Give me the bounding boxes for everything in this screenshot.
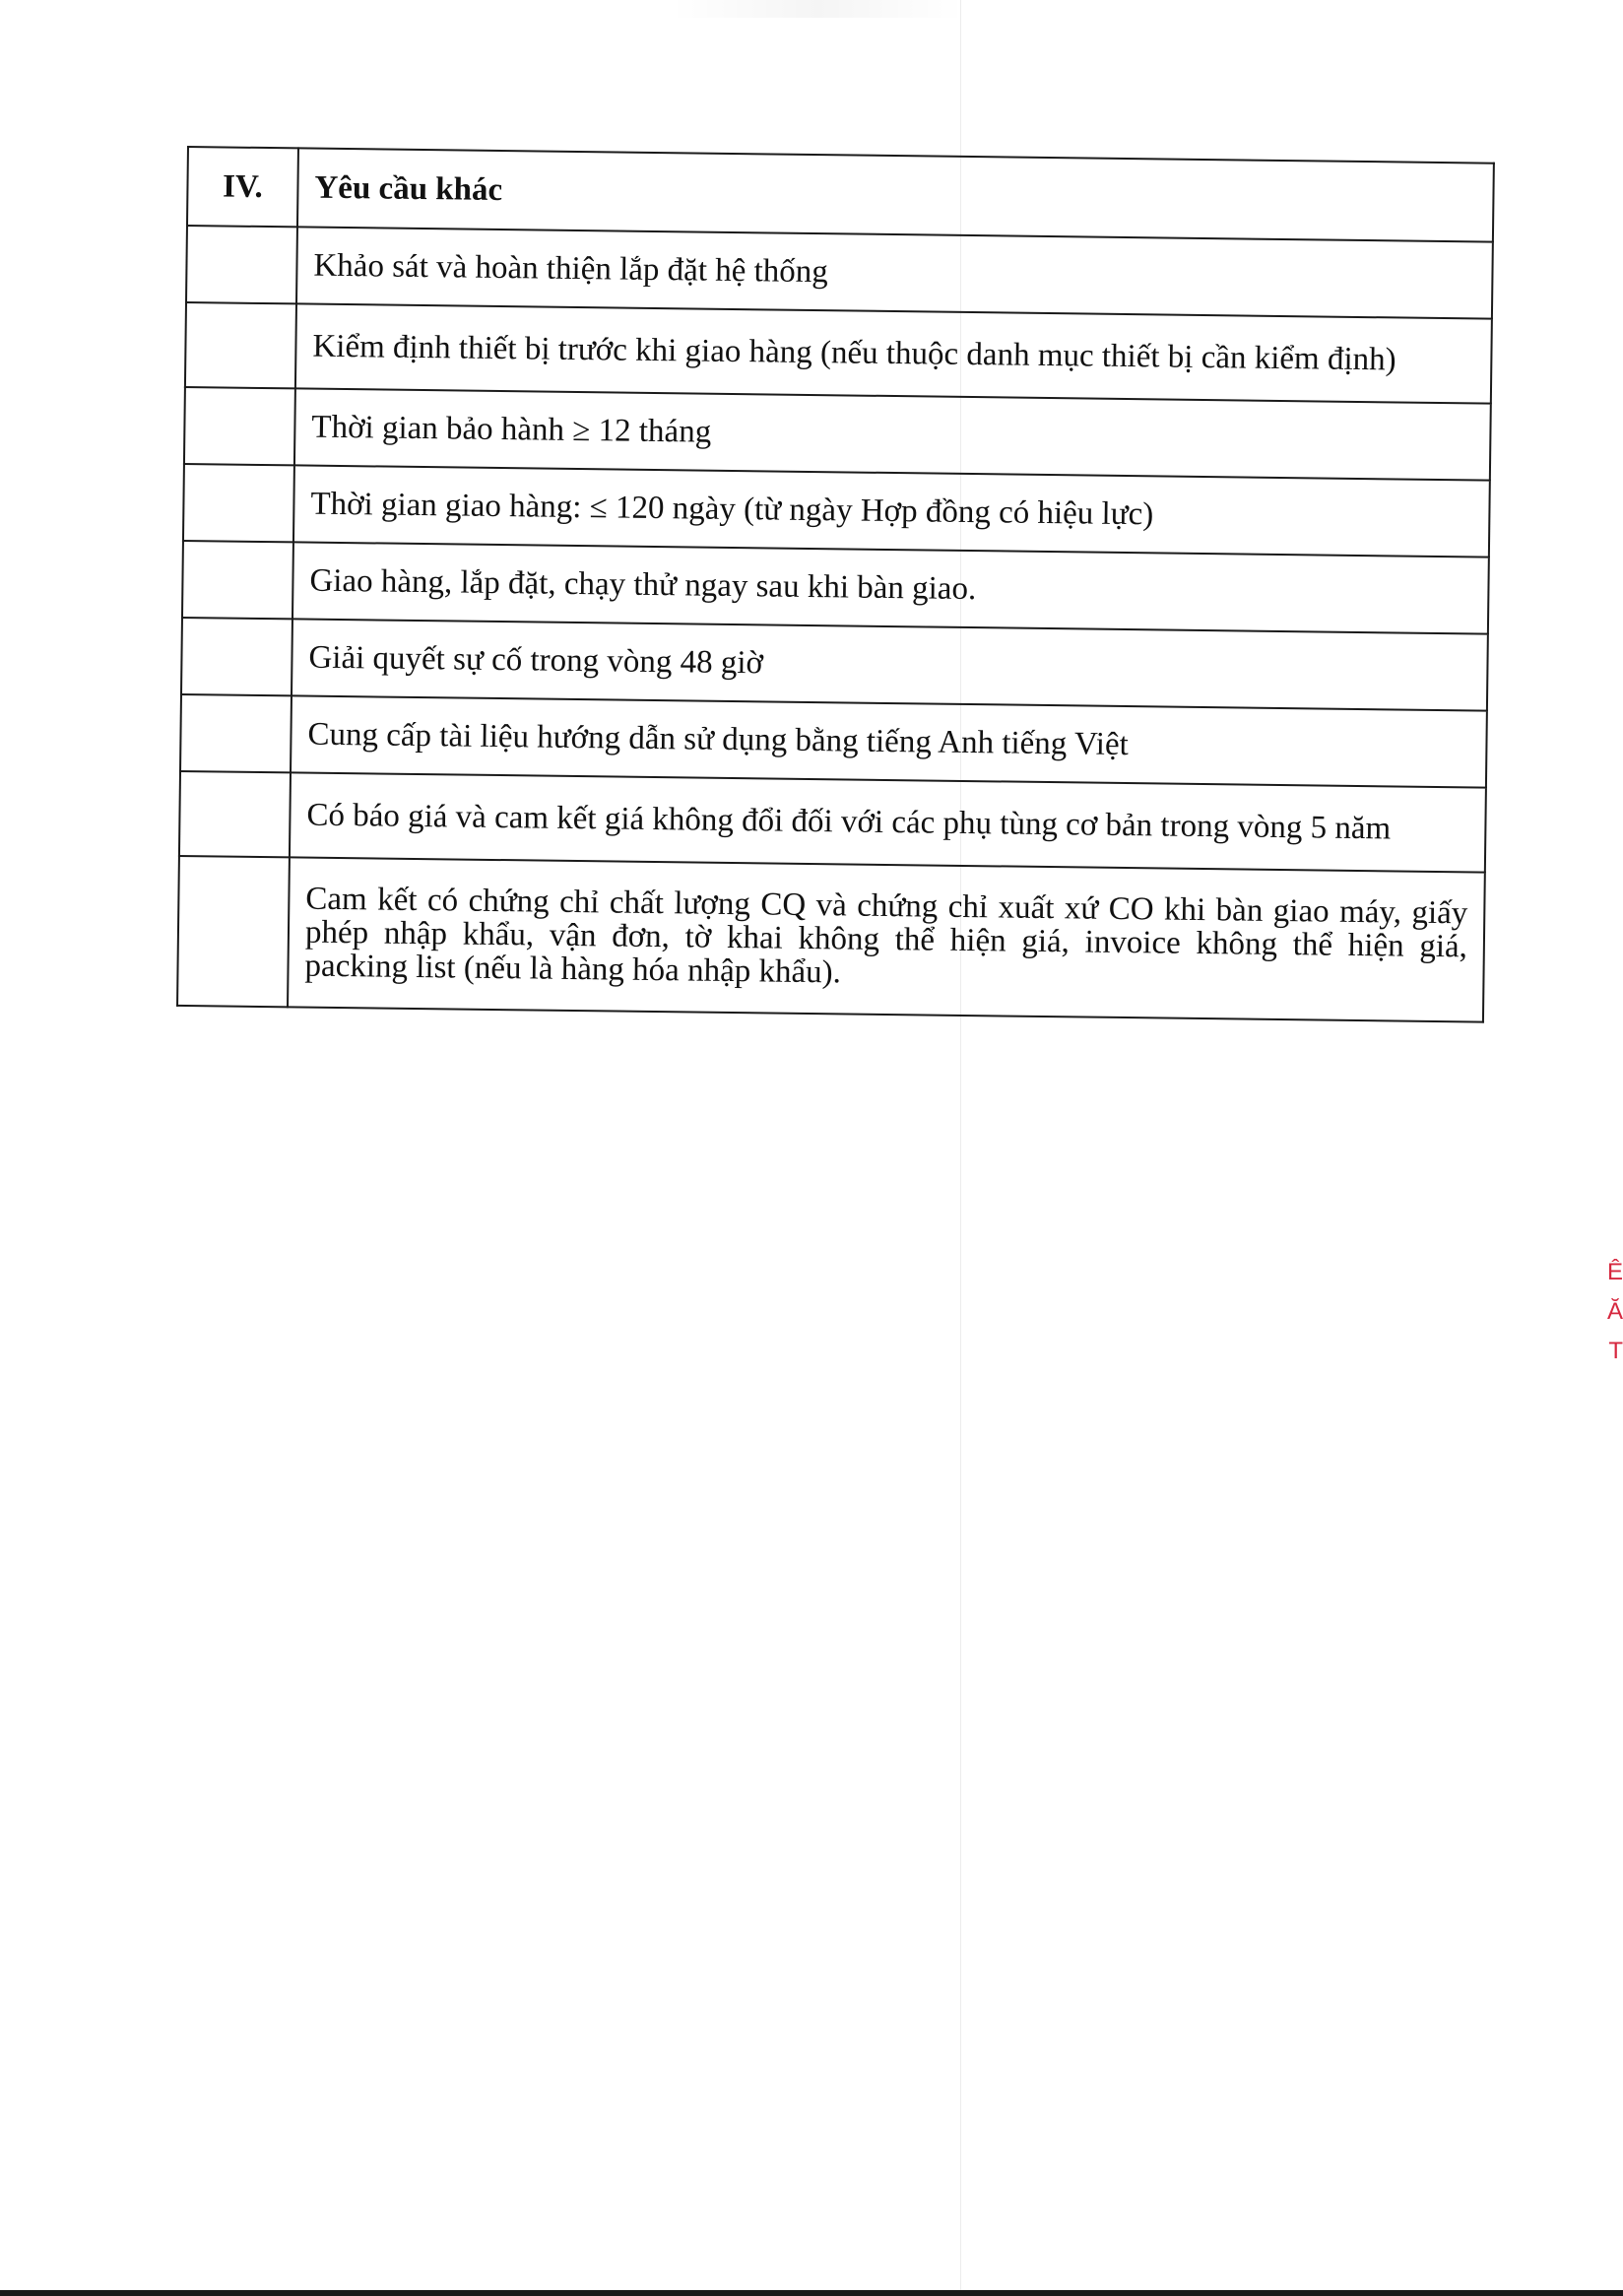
requirement-text: Giao hàng, lắp đặt, chạy thử ngay sau khi bàn giao. bbox=[292, 542, 1489, 633]
requirement-text: Thời gian bảo hành ≥ 12 tháng bbox=[294, 388, 1491, 480]
scan-bottom-edge bbox=[0, 2290, 1623, 2296]
section-title: Yêu cầu khác bbox=[297, 148, 1494, 241]
row-number-cell bbox=[177, 856, 290, 1007]
row-number-cell bbox=[181, 618, 292, 695]
stamp-letter: Ă bbox=[1606, 1298, 1623, 1325]
row-number-cell bbox=[185, 302, 296, 388]
requirement-text: Thời gian giao hàng: ≤ 120 ngày (từ ngày Hợp đồng có hiệu lực) bbox=[293, 465, 1490, 557]
scan-artifact bbox=[670, 0, 965, 18]
row-number-cell bbox=[186, 226, 297, 303]
row-number-cell bbox=[179, 771, 291, 857]
requirement-text: Có báo giá và cam kết giá không đổi đối với các phụ tùng cơ bản trong vòng 5 năm bbox=[290, 772, 1486, 872]
table-row bbox=[179, 771, 1486, 873]
row-number-cell bbox=[180, 694, 292, 772]
requirement-text: Giải quyết sự cố trong vòng 48 giờ bbox=[292, 619, 1488, 710]
requirements-table bbox=[176, 146, 1495, 1023]
row-number-cell bbox=[182, 541, 293, 619]
table-row bbox=[185, 302, 1492, 404]
table-row bbox=[177, 856, 1485, 1022]
red-stamp-fragment bbox=[1605, 1261, 1623, 1517]
requirement-text: Cung cấp tài liệu hướng dẫn sử dụng bằng tiếng Anh tiếng Việt bbox=[291, 695, 1487, 787]
requirement-text: Kiểm định thiết bị trước khi giao hàng (nếu thuộc danh mục thiết bị cần kiểm định) bbox=[295, 303, 1492, 403]
row-number-cell bbox=[184, 387, 295, 465]
requirement-text: Cam kết có chứng chỉ chất lượng CQ và chứng chỉ xuất xứ CO khi bàn giao máy, giấy phép nhập khẩu, vận đơn, tờ khai không thể hiện giá, invoice không thể hiện giá, packing list (nếu là hàng hóa nhập khẩu). bbox=[288, 857, 1485, 1021]
stamp-letter: T bbox=[1608, 1338, 1623, 1364]
requirement-text: Khảo sát và hoàn thiện lắp đặt hệ thống bbox=[296, 227, 1493, 318]
row-number-cell bbox=[183, 464, 294, 542]
requirements-table-container bbox=[176, 146, 1495, 1023]
section-number: IV. bbox=[187, 147, 298, 227]
stamp-letter: Ê bbox=[1606, 1259, 1623, 1285]
